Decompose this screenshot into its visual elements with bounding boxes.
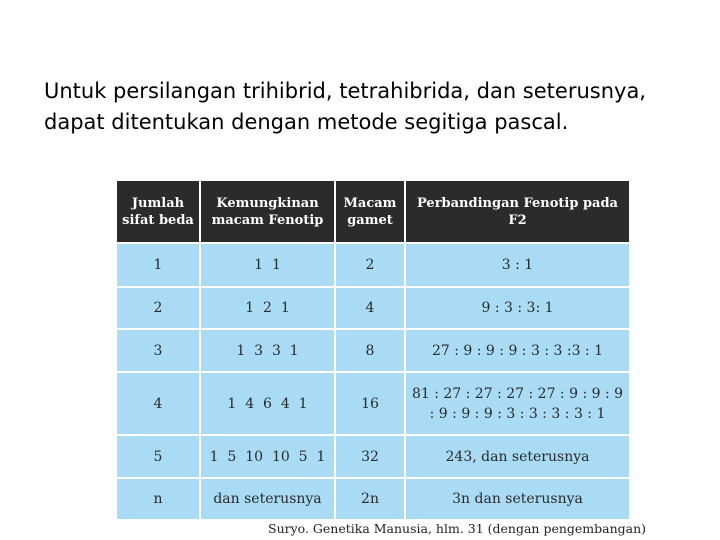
header-jumlah-sifat-beda: Jumlah sifat beda <box>117 181 200 243</box>
cell-perbandingan: 81 : 27 : 27 : 27 : 27 : 9 : 9 : 9 : 9 : 9 : 9 : 3 : 3 : 3 : 3 : 1 <box>405 372 629 435</box>
cell-gamet: 4 <box>335 287 405 329</box>
cell-perbandingan: 3n dan seterusnya <box>405 478 629 520</box>
table-row <box>117 287 629 329</box>
cell-gamet: 2n <box>335 478 405 520</box>
cell-fenotip: 1 4 6 4 1 <box>200 372 335 435</box>
header-perbandingan-fenotip: Perbandingan Fenotip pada F2 <box>405 181 629 243</box>
cell-fenotip: 1 5 10 10 5 1 <box>200 435 335 478</box>
cell-jumlah: 1 <box>117 243 200 287</box>
cell-jumlah: 2 <box>117 287 200 329</box>
cell-jumlah: 4 <box>117 372 200 435</box>
cell-jumlah: n <box>117 478 200 520</box>
cell-gamet: 32 <box>335 435 405 478</box>
cell-gamet: 16 <box>335 372 405 435</box>
cell-fenotip: 1 2 1 <box>200 287 335 329</box>
cell-fenotip: 1 3 3 1 <box>200 329 335 372</box>
table-row <box>117 329 629 372</box>
cell-perbandingan: 9 : 3 : 3: 1 <box>405 287 629 329</box>
source-citation: Suryo. Genetika Manusia, hlm. 31 (dengan pengembangan) <box>268 521 647 536</box>
phenotype-ratio-table <box>117 181 629 521</box>
table-header-row <box>117 181 629 243</box>
cell-perbandingan: 243, dan seterusnya <box>405 435 629 478</box>
cell-fenotip: dan seterusnya <box>200 478 335 520</box>
table-row <box>117 435 629 478</box>
intro-text: Untuk persilangan trihibrid, tetrahibrida, dan seterusnya, dapat ditentukan dengan metode segitiga pascal. <box>44 79 646 134</box>
cell-gamet: 2 <box>335 243 405 287</box>
header-macam-gamet: Macam gamet <box>335 181 405 243</box>
header-kemungkinan-fenotip: Kemungkinan macam Fenotip <box>200 181 335 243</box>
cell-fenotip: 1 1 <box>200 243 335 287</box>
table-row <box>117 478 629 520</box>
cell-jumlah: 3 <box>117 329 200 372</box>
cell-perbandingan: 3 : 1 <box>405 243 629 287</box>
cell-perbandingan: 27 : 9 : 9 : 9 : 3 : 3 :3 : 1 <box>405 329 629 372</box>
cell-jumlah: 5 <box>117 435 200 478</box>
table-row <box>117 243 629 287</box>
cell-gamet: 8 <box>335 329 405 372</box>
table-row <box>117 372 629 435</box>
